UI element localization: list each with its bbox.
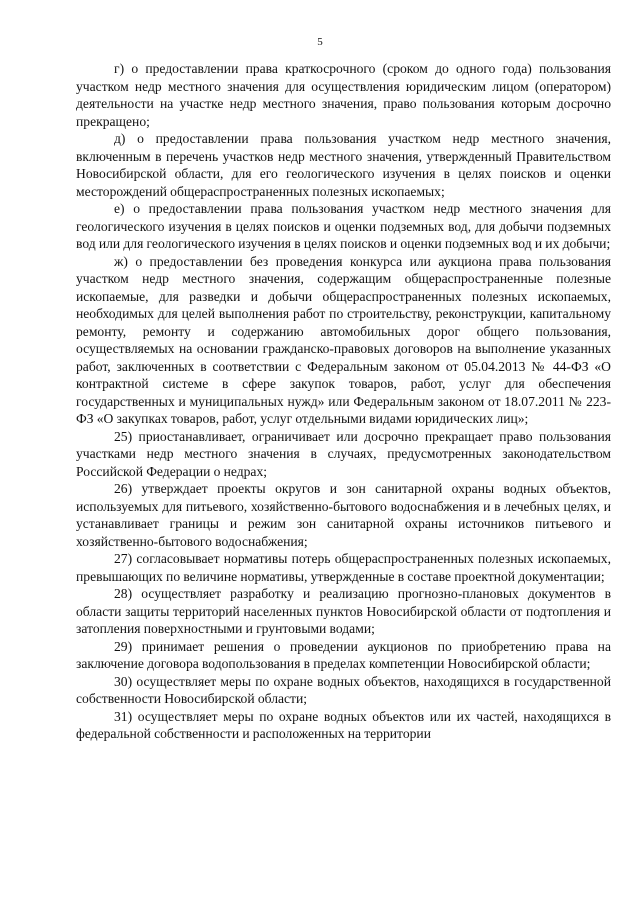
paragraph-item-27: 27) согласовывает нормативы потерь общераспространенных полезных ископаемых, превышающих по величине нормативы, утвержденные в составе проектной документации; <box>76 551 611 584</box>
paragraph-item-e: е) о предоставлении права пользования участком недр местного значения для геологического изучения в целях поисков и оценки подземных вод, для добычи подземных вод или для геологического изучения в целях поисков и оценки подземных вод и их добычи; <box>76 201 611 251</box>
paragraph-item-28: 28) осуществляет разработку и реализацию прогнозно-плановых документов в области защиты территорий населенных пунктов Новосибирской области от подтопления и затопления поверхностными и грунтовыми водами; <box>76 586 611 636</box>
page-number: 5 <box>317 36 323 48</box>
paragraph-item-25: 25) приостанавливает, ограничивает или досрочно прекращает право пользования участками недр местного значения в случаях, предусмотренных законодательством Российской Федерации о недрах; <box>76 428 611 479</box>
paragraph-item-26: 26) утверждает проекты округов и зон санитарной охраны водных объектов, используемых для питьевого, хозяйственно-бытового водоснабжения и в лечебных целях, и устанавливает границы и режим зон санитарной охраны источников питьевого и хозяйственно-бытового водоснабжения; <box>76 481 611 549</box>
paragraph-item-g: г) о предоставлении права краткосрочного (сроком до одного года) пользования участком недр местного значения для осуществления юридическим лицом (оператором) деятельности на участке недр местного значения, право пользования которым досрочно прекращено; <box>76 61 611 129</box>
paragraph-item-31: 31) осуществляет меры по охране водных объектов или их частей, находящихся в федеральной собственности и расположенных на территории <box>76 708 611 741</box>
paragraph-item-zh: ж) о предоставлении без проведения конкурса или аукциона права пользования участком недр местного значения, содержащим общераспространенные полезные ископаемые, для разведки и добычи общераспространенных полезных ископаемых, необходимых для целей выполнения работ по строительству, реконструкции, капитальному ремонту, ремонту и содержанию автомобильных дорог общего пользования, осуществляемых на основании гражданско-правовых договоров на выполнение указанных работ, заключенных в соответствии с Федеральным законом от 05.04.2013 № 44-ФЗ «О контрактной системе в сфере закупок товаров, работ, услуг для обеспечения государственных и муниципальных нужд» или Федеральным законом от 18.07.2011 № 223-ФЗ «О закупках товаров, работ, услуг отдельными видами юридических лиц»; <box>76 253 611 426</box>
document-body <box>76 60 611 743</box>
paragraph-item-30: 30) осуществляет меры по охране водных объектов, находящихся в государственной собственности Новосибирской области; <box>76 673 611 706</box>
paragraph-item-d: д) о предоставлении права пользования участком недр местного значения, включенным в перечень участков недр местного значения, утвержденный Правительством Новосибирской области, для его геологического изучения в целях поисков и оценки месторождений общераспространенных полезных ископаемых; <box>76 131 611 199</box>
paragraph-item-29: 29) принимает решения о проведении аукционов по приобретению права на заключение договора водопользования в пределах компетенции Новосибирской области; <box>76 638 611 671</box>
